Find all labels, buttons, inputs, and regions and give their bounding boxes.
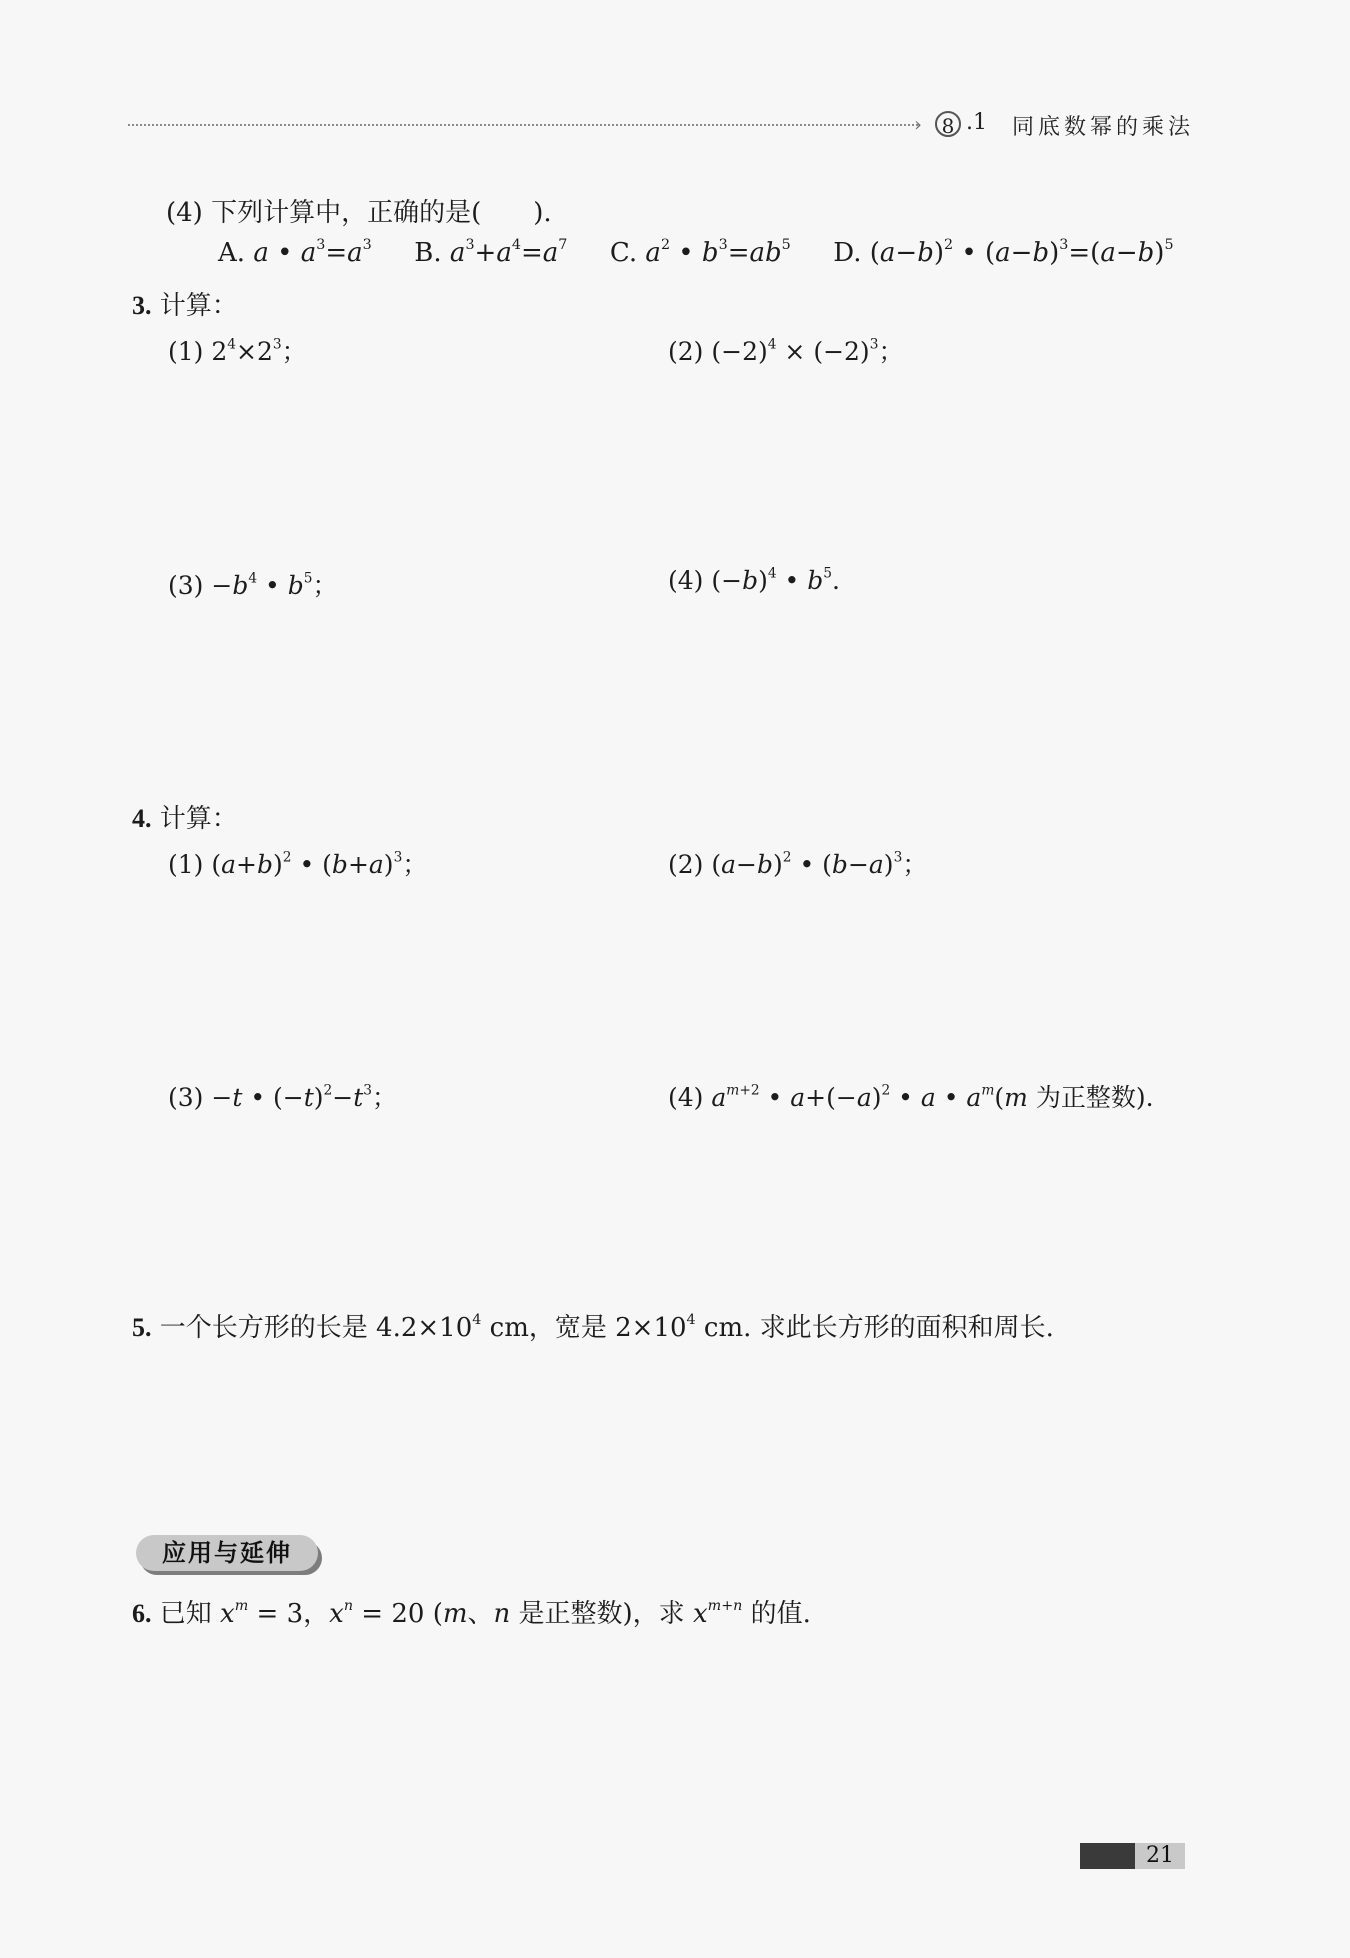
q5-text-c: cm. 求此长方形的面积和周长. xyxy=(703,1313,1054,1343)
option-d-expr: $(a-b)^2$ • $(a-b)^3=(a-b)^5$ xyxy=(869,236,1174,268)
header-arrow-icon: › xyxy=(914,112,922,136)
option-d-label: D. xyxy=(833,238,862,268)
item-label: (4) xyxy=(668,566,704,595)
item-label: (4) xyxy=(668,1083,704,1112)
q5-text-b: cm，宽是 xyxy=(489,1313,607,1343)
question-number: 6. xyxy=(132,1599,152,1628)
section-subnumber: .1 xyxy=(966,110,987,135)
option-c-label: C. xyxy=(609,238,638,268)
question-number: 3. xyxy=(132,291,152,320)
q5: 5. 一个长方形的长是 $4.2\times 10^4$ cm，宽是 $2\times 10^4$ cm. 求此长方形的面积和周长. xyxy=(132,1311,1054,1343)
question-number: 5. xyxy=(132,1313,152,1342)
chapter-number-badge: 8 xyxy=(935,111,961,137)
page-number-bar-dark xyxy=(1080,1843,1135,1869)
item-label: (2) xyxy=(668,337,704,366)
item-label: (1) xyxy=(168,850,204,879)
q6-text-b: 是正整数)，求 xyxy=(518,1599,685,1629)
q6: 6. 已知 $x^m = 3$，$x^n = 20$ (m、n 是正整数)，求 $x^{m+n}$ 的值. xyxy=(132,1597,811,1629)
q6-text-a: 已知 xyxy=(159,1599,212,1629)
item-note: 为正整数). xyxy=(1035,1083,1154,1112)
q4-item-3: (3) −t • $(-t)^2-t^3$； xyxy=(168,1082,398,1112)
q3-item-1: (1) $2^4\times 2^3$； xyxy=(168,336,307,366)
option-a-label: A. xyxy=(218,238,246,268)
option-b-expr: $a^3+a^4=a^7$ xyxy=(449,236,568,268)
q4-item-2: (2) $(a-b)^2$ • $(b-a)^3$； xyxy=(668,849,928,879)
q4-heading xyxy=(132,798,238,835)
q3-item-4: (4) $(-b)^4$ • $b^5$. xyxy=(668,565,840,595)
header-rule xyxy=(128,124,918,126)
running-title: 同底数幂的乘法 xyxy=(1012,115,1195,140)
q4-item-4: (4) $a^{m+2}$ • $a+(-a)^2$ • a • $a^m(m$ 为正整数). xyxy=(668,1082,1154,1112)
q6-text-c: 的值. xyxy=(750,1599,811,1629)
section-badge xyxy=(136,1535,318,1571)
question-label: 计算： xyxy=(159,804,238,834)
q5-text-a: 一个长方形的长是 xyxy=(159,1313,368,1343)
q3-item-2: (2) $(-2)^4 \times (-2)^3$； xyxy=(668,336,904,366)
section-title: 应用与延伸 xyxy=(162,1539,292,1567)
q4-item-1: (1) $(a+b)^2$ • $(b+a)^3$； xyxy=(168,849,428,879)
q3-item-3: $(3) -b^4$ • $b^5$； xyxy=(168,570,338,600)
option-c-expr: $a^2$ • $b^3=ab^5$ xyxy=(645,236,791,268)
q3-heading xyxy=(132,285,238,322)
page-number: 21 xyxy=(1146,1843,1174,1868)
q2-4-options xyxy=(218,238,1174,268)
q2-4-stem: (4) 下列计算中，正确的是( ). xyxy=(166,198,552,228)
question-label: 计算： xyxy=(159,291,238,321)
option-a-expr: a • $a^3=a^3$ xyxy=(253,236,372,268)
item-label: (3) xyxy=(168,1083,204,1112)
option-b-label: B. xyxy=(414,238,442,268)
item-label: (3) xyxy=(168,571,204,600)
item-label: (2) xyxy=(668,850,704,879)
question-number: 4. xyxy=(132,804,152,833)
item-label: (1) xyxy=(168,337,204,366)
